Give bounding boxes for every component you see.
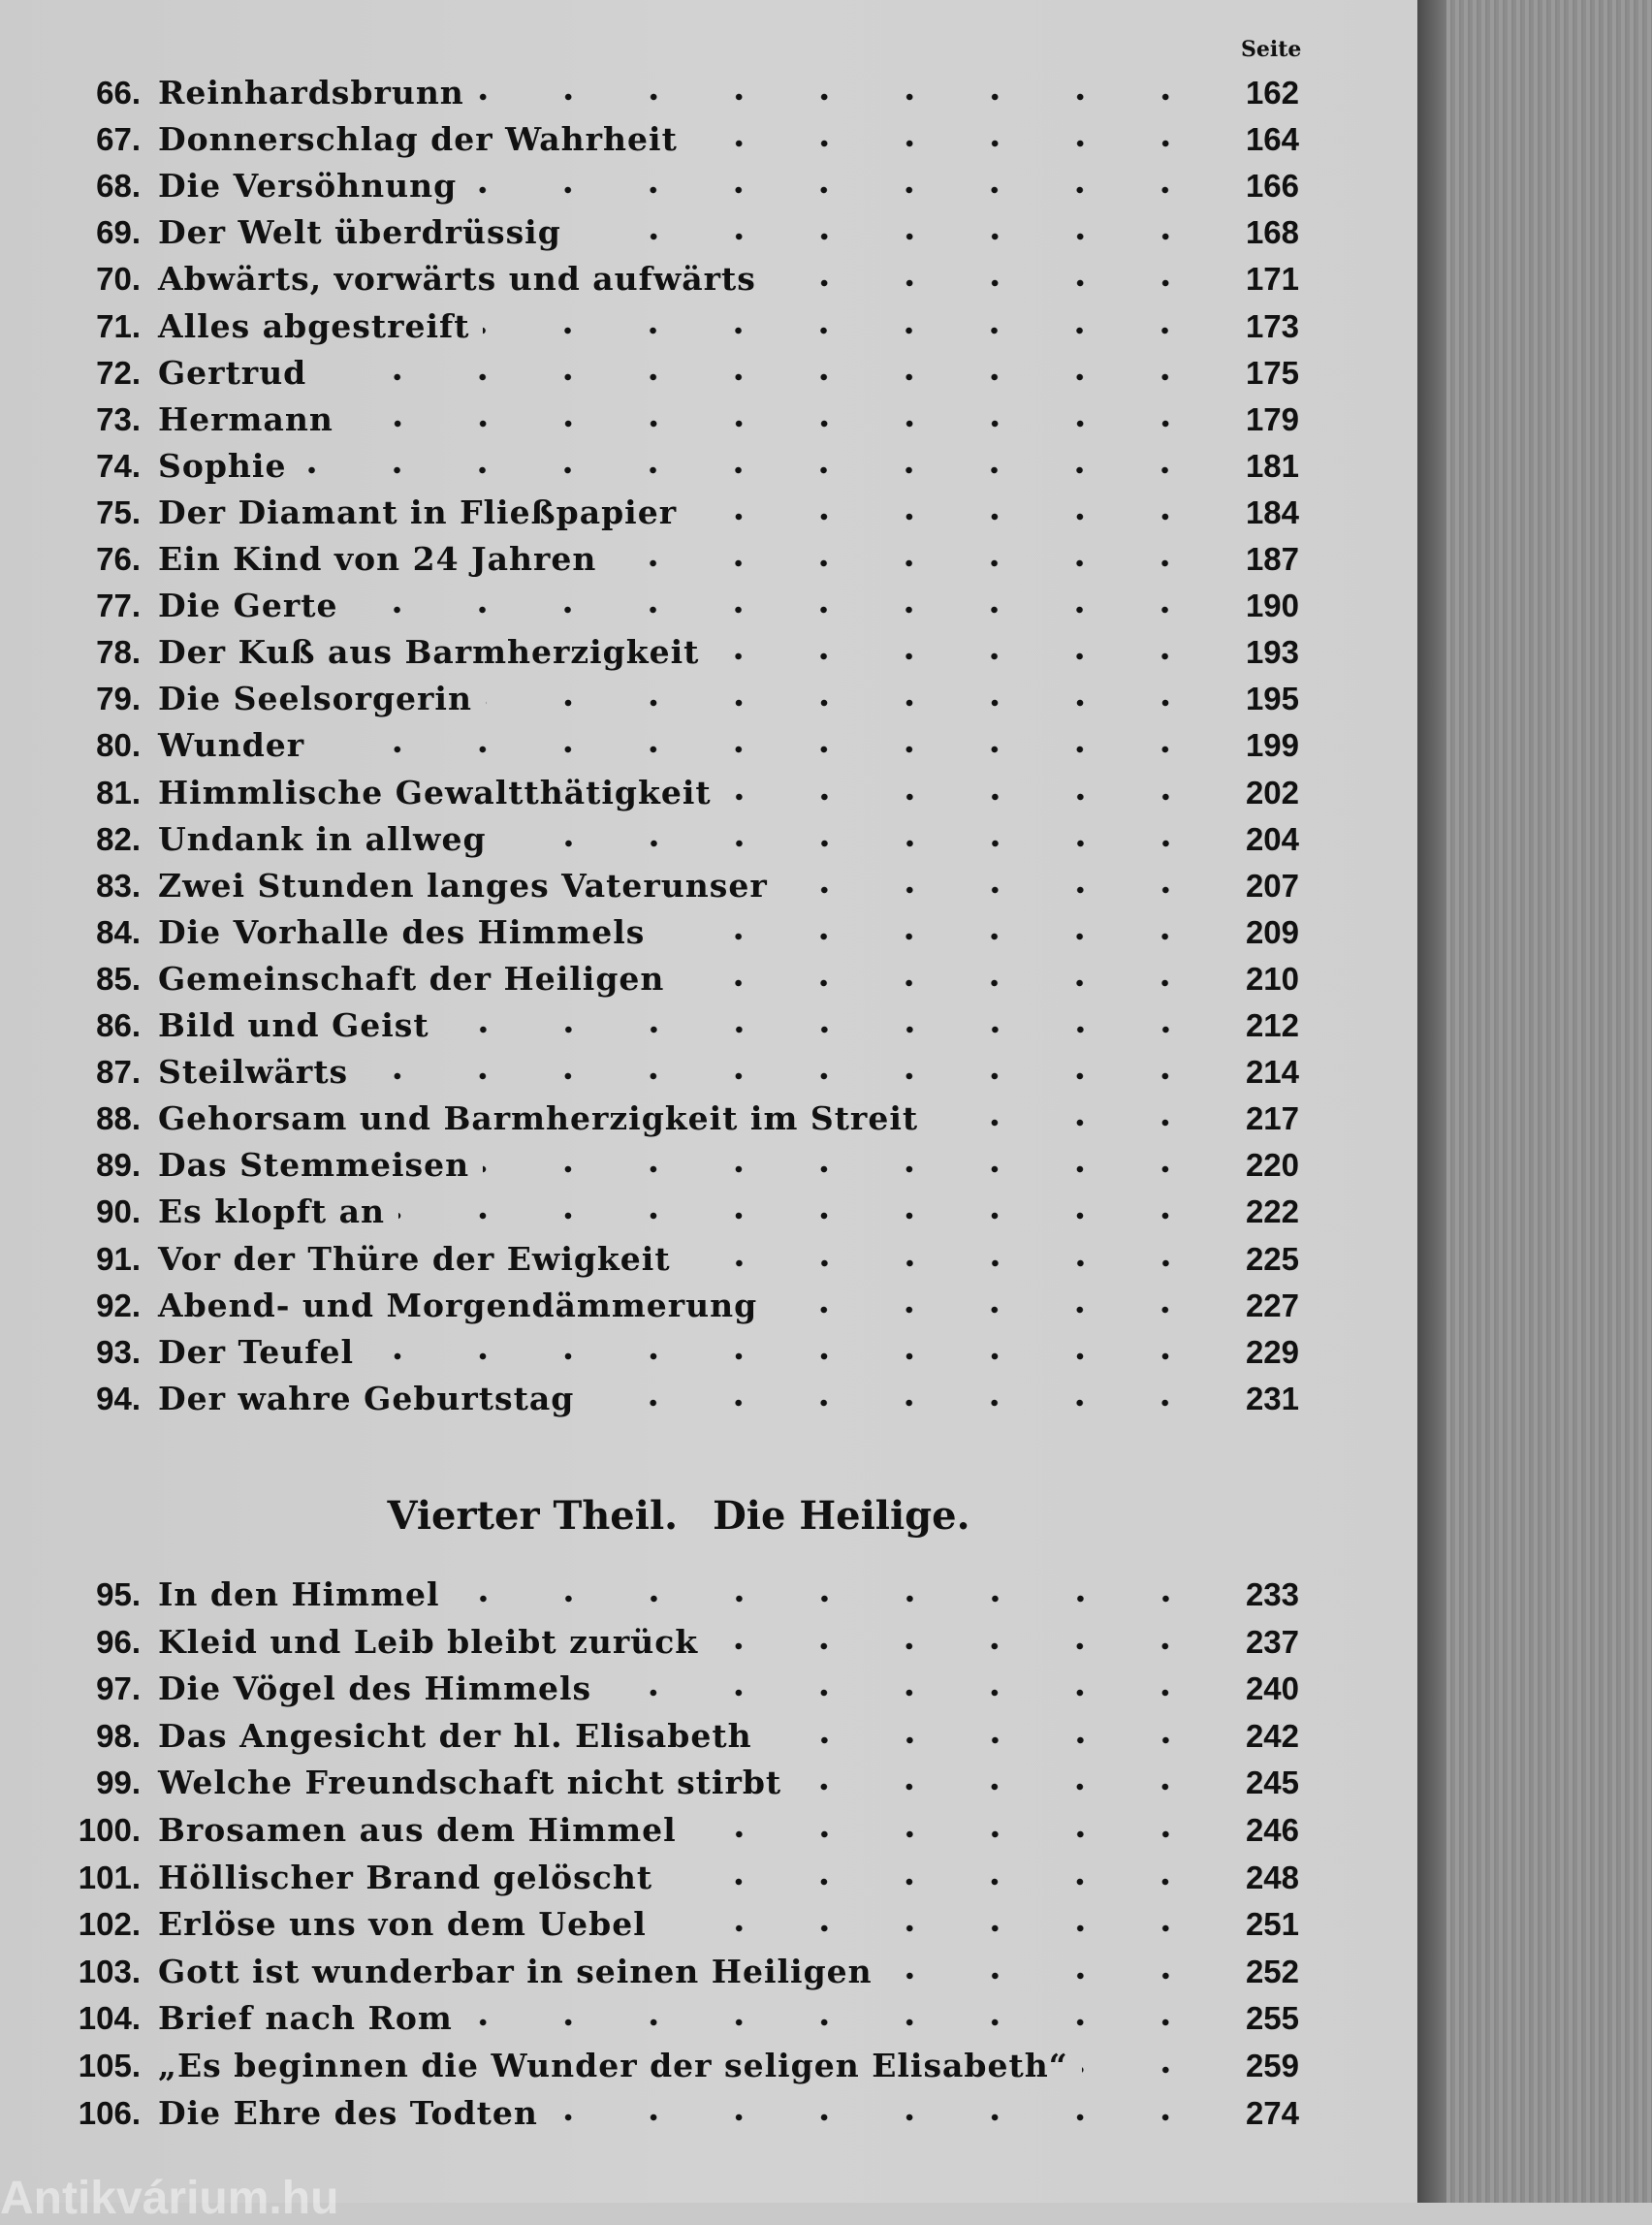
entry-title: Alles abgestreift <box>158 306 470 345</box>
entry-title: Reinhardsbrunn <box>158 74 464 111</box>
dot-leader <box>351 603 1208 617</box>
entry-page: 222 <box>1245 1193 1299 1230</box>
entry-page: 252 <box>1245 1953 1299 1989</box>
entry-page: 181 <box>1245 447 1299 484</box>
entry-number: 83. <box>96 867 141 904</box>
toc-entry <box>39 400 1299 447</box>
entry-page: 168 <box>1245 214 1299 251</box>
dot-leader <box>320 370 1208 384</box>
entry-number: 96. <box>96 1623 141 1660</box>
entry-page: 248 <box>1245 1859 1299 1895</box>
entry-title: Der Kuß aus Barmherzigkeit <box>158 633 700 672</box>
dot-leader <box>605 1686 1208 1700</box>
page-column-header: Seite <box>1241 37 1302 62</box>
entry-number: 93. <box>96 1333 141 1370</box>
dot-leader <box>678 976 1208 990</box>
entry-number: 91. <box>96 1240 141 1277</box>
toc-entry <box>39 867 1299 913</box>
entry-title: In den Himmel <box>158 1575 440 1613</box>
entry-number: 100. <box>78 1812 141 1848</box>
toc-entry <box>39 1717 1299 1764</box>
toc-entry <box>39 960 1299 1006</box>
entry-page: 240 <box>1245 1670 1299 1707</box>
dot-leader <box>610 556 1208 570</box>
entry-title: Es klopft an <box>158 1192 386 1231</box>
part-subtitle: Die Heilige. <box>713 1493 970 1539</box>
entry-page: 209 <box>1245 913 1299 950</box>
entry-number: 80. <box>96 727 141 764</box>
dot-leader <box>658 930 1208 943</box>
entry-number: 88. <box>96 1100 141 1137</box>
entry-number: 105. <box>78 2048 141 2083</box>
toc-entry <box>39 354 1299 400</box>
toc-entry <box>39 1623 1299 1669</box>
toc-entry <box>39 726 1299 773</box>
toc-entry <box>39 167 1299 213</box>
toc-entry <box>39 260 1299 306</box>
dot-leader <box>552 2111 1208 2124</box>
entry-title: Der Diamant in Fließpapier <box>158 493 678 531</box>
entry-page: 166 <box>1245 168 1299 205</box>
entry-number: 82. <box>96 820 141 857</box>
toc-entry <box>39 1953 1299 1999</box>
toc-entry <box>39 633 1299 680</box>
entry-number: 76. <box>96 541 141 577</box>
entry-page: 274 <box>1245 2094 1299 2131</box>
entry-page: 204 <box>1245 820 1299 857</box>
entry-title: Gertrud <box>158 353 307 392</box>
entry-number: 86. <box>96 1007 141 1043</box>
entry-page: 245 <box>1245 1764 1299 1801</box>
toc-entry <box>39 2047 1299 2093</box>
part-title: Vierter Theil. <box>387 1493 679 1539</box>
entry-title: Hermann <box>158 399 334 438</box>
entry-title: Das Stemmeisen <box>158 1146 470 1185</box>
toc-entry <box>39 1575 1299 1622</box>
entry-page: 246 <box>1245 1812 1299 1848</box>
entry-number: 89. <box>96 1147 141 1184</box>
entry-number: 84. <box>96 913 141 950</box>
toc-entry <box>39 493 1299 540</box>
dot-leader <box>500 837 1208 850</box>
entry-title: Die Ehre des Todten <box>158 2093 538 2132</box>
entry-title: Erlöse uns von dem Uebel <box>158 1905 647 1944</box>
entry-number: 106. <box>78 2094 141 2131</box>
entry-number: 87. <box>96 1054 141 1091</box>
entry-title: Welche Freundschaft nicht stirbt <box>158 1764 782 1802</box>
entry-page: 175 <box>1245 354 1299 391</box>
entry-page: 164 <box>1245 121 1299 158</box>
entry-title: Steilwärts <box>158 1053 349 1092</box>
entry-number: 95. <box>96 1576 141 1612</box>
dot-leader <box>932 1116 1208 1129</box>
dot-leader <box>886 1969 1208 1983</box>
entry-title: Sophie <box>158 446 287 485</box>
entry-number: 70. <box>96 261 141 298</box>
toc-entry <box>39 1053 1299 1099</box>
entry-page: 210 <box>1245 960 1299 997</box>
entry-title: Himmlische Gewaltthätigkeit <box>158 773 712 811</box>
dot-leader <box>725 790 1208 804</box>
dot-leader <box>684 1256 1208 1270</box>
entry-number: 94. <box>96 1380 141 1416</box>
toc-entry <box>39 1146 1299 1192</box>
page-edge-shadow <box>1417 0 1446 2203</box>
entry-title: Donnerschlag der Wahrheit <box>158 120 678 159</box>
dot-leader <box>666 1875 1208 1889</box>
entry-page: 255 <box>1245 2000 1299 2037</box>
entry-number: 99. <box>96 1764 141 1801</box>
dot-leader <box>454 1592 1208 1605</box>
part4-heading <box>0 1493 1357 1539</box>
entry-page: 202 <box>1245 774 1299 811</box>
entry-page: 195 <box>1245 681 1299 717</box>
entry-title: Das Angesicht der hl. Elisabeth <box>158 1716 752 1755</box>
dot-leader <box>466 2016 1208 2029</box>
entry-title: Die Gerte <box>158 587 338 625</box>
dot-leader <box>470 183 1208 197</box>
toc-entry <box>39 74 1299 120</box>
dot-leader <box>367 1350 1208 1363</box>
entry-title: Vor der Thüre der Ewigkeit <box>158 1239 671 1278</box>
entry-number: 104. <box>78 2000 141 2037</box>
entry-title: Zwei Stunden langes Vaterunser <box>158 866 768 905</box>
toc-entry <box>39 1905 1299 1952</box>
entry-page: 214 <box>1245 1054 1299 1091</box>
entry-page: 231 <box>1245 1380 1299 1416</box>
toc-entry <box>39 820 1299 867</box>
toc-entry <box>39 2094 1299 2141</box>
entry-number: 69. <box>96 214 141 251</box>
dot-leader <box>712 1639 1208 1653</box>
dot-leader <box>690 1828 1208 1841</box>
entry-title: Brief nach Rom <box>158 1999 453 2038</box>
toc-entry <box>39 1380 1299 1426</box>
entry-page: 237 <box>1245 1623 1299 1660</box>
dot-leader <box>486 696 1208 710</box>
page-edge <box>1417 0 1652 2203</box>
entry-page: 190 <box>1245 588 1299 624</box>
entry-number: 102. <box>78 1906 141 1943</box>
entry-title: Der wahre Geburtstag <box>158 1379 575 1417</box>
toc-entry <box>39 1859 1299 1905</box>
entry-title: Der Welt überdrüssig <box>158 213 561 252</box>
toc-entry <box>39 680 1299 726</box>
toc-entry <box>39 1999 1299 2046</box>
entry-page: 193 <box>1245 634 1299 671</box>
toc-entry <box>39 587 1299 633</box>
dot-leader <box>483 1162 1208 1176</box>
dot-leader <box>1082 2063 1208 2077</box>
dot-leader <box>362 1069 1208 1083</box>
entry-title: Ein Kind von 24 Jahren <box>158 540 597 578</box>
entry-title: Wunder <box>158 726 305 765</box>
entry-page: 225 <box>1245 1240 1299 1277</box>
entry-page: 227 <box>1245 1287 1299 1323</box>
toc-entry <box>39 540 1299 587</box>
toc-entry <box>39 1764 1299 1810</box>
entry-number: 79. <box>96 681 141 717</box>
entry-page: 217 <box>1245 1100 1299 1137</box>
dot-leader <box>795 1780 1208 1794</box>
entry-page: 229 <box>1245 1333 1299 1370</box>
entry-title: Abend- und Morgendämmerung <box>158 1286 758 1324</box>
entry-number: 71. <box>96 307 141 344</box>
toc-entry <box>39 1099 1299 1146</box>
watermark: Antikvárium.hu <box>0 2173 339 2224</box>
dot-leader <box>781 883 1208 897</box>
entry-number: 66. <box>96 75 141 111</box>
entry-number: 75. <box>96 493 141 530</box>
entry-number: 77. <box>96 588 141 624</box>
entry-title: Die Versöhnung <box>158 167 458 206</box>
entry-page: 220 <box>1245 1147 1299 1184</box>
dot-leader <box>318 743 1208 756</box>
toc-entry <box>39 1287 1299 1333</box>
entry-page: 242 <box>1245 1717 1299 1754</box>
entry-title: Die Vögel des Himmels <box>158 1669 592 1708</box>
entry-title: Die Vorhalle des Himmels <box>158 912 646 951</box>
entry-title: Höllischer Brand gelöscht <box>158 1858 653 1896</box>
dot-leader <box>483 324 1208 337</box>
dot-leader <box>300 463 1208 477</box>
dot-leader <box>691 137 1208 150</box>
entry-title: Abwärts, vorwärts und aufwärts <box>158 260 756 299</box>
toc-entry <box>39 447 1299 493</box>
dot-leader <box>766 1733 1208 1747</box>
toc-entry <box>39 1240 1299 1287</box>
toc-entry <box>39 1333 1299 1380</box>
entry-number: 103. <box>78 1953 141 1989</box>
entry-number: 92. <box>96 1287 141 1323</box>
toc-entry <box>39 1192 1299 1239</box>
entry-page: 179 <box>1245 400 1299 437</box>
dot-leader <box>478 90 1208 104</box>
entry-number: 72. <box>96 354 141 391</box>
entry-number: 78. <box>96 634 141 671</box>
entry-number: 97. <box>96 1670 141 1707</box>
entry-number: 90. <box>96 1193 141 1230</box>
entry-page: 162 <box>1245 75 1299 111</box>
entry-number: 81. <box>96 774 141 811</box>
entry-title: Die Seelsorgerin <box>158 680 472 718</box>
entry-page: 187 <box>1245 541 1299 577</box>
entry-title: Brosamen aus dem Himmel <box>158 1811 677 1849</box>
entry-number: 74. <box>96 447 141 484</box>
toc-entry <box>39 1669 1299 1716</box>
entry-number: 85. <box>96 960 141 997</box>
entry-title: Gehorsam und Barmherzigkeit im Streit <box>158 1099 919 1138</box>
toc-entry <box>39 120 1299 167</box>
entry-title: Der Teufel <box>158 1332 354 1371</box>
entry-page: 207 <box>1245 867 1299 904</box>
entry-title: „Es beginnen die Wunder der seligen Elisabeth“ <box>158 2047 1068 2084</box>
dot-leader <box>398 1209 1208 1223</box>
toc-entry <box>39 774 1299 820</box>
entry-page: 233 <box>1245 1576 1299 1612</box>
dot-leader <box>347 417 1208 430</box>
entry-number: 98. <box>96 1717 141 1754</box>
entry-page: 212 <box>1245 1007 1299 1043</box>
entry-page: 173 <box>1245 307 1299 344</box>
entry-number: 73. <box>96 400 141 437</box>
entry-number: 67. <box>96 121 141 158</box>
entry-number: 68. <box>96 168 141 205</box>
toc-entry <box>39 213 1299 260</box>
dot-leader <box>443 1023 1208 1036</box>
entry-title: Gott ist wunderbar in seinen Heiligen <box>158 1952 873 1990</box>
dot-leader <box>771 1303 1208 1317</box>
entry-page: 251 <box>1245 1906 1299 1943</box>
entry-page: 171 <box>1245 261 1299 298</box>
entry-title: Undank in allweg <box>158 819 487 858</box>
entry-title: Kleid und Leib bleibt zurück <box>158 1622 699 1661</box>
entry-page: 259 <box>1245 2048 1299 2083</box>
dot-leader <box>588 1396 1208 1410</box>
entry-page: 184 <box>1245 493 1299 530</box>
entry-page: 199 <box>1245 727 1299 764</box>
dot-leader <box>690 510 1208 524</box>
entry-number: 101. <box>78 1859 141 1895</box>
dot-leader <box>575 230 1208 243</box>
toc-entry <box>39 1811 1299 1858</box>
dot-leader <box>770 276 1208 290</box>
entry-title: Bild und Geist <box>158 1006 429 1044</box>
dot-leader <box>660 1922 1208 1935</box>
toc-entry <box>39 1006 1299 1053</box>
toc-entry <box>39 913 1299 960</box>
dot-leader <box>713 650 1208 663</box>
toc-entry <box>39 307 1299 354</box>
entry-title: Gemeinschaft der Heiligen <box>158 959 665 998</box>
